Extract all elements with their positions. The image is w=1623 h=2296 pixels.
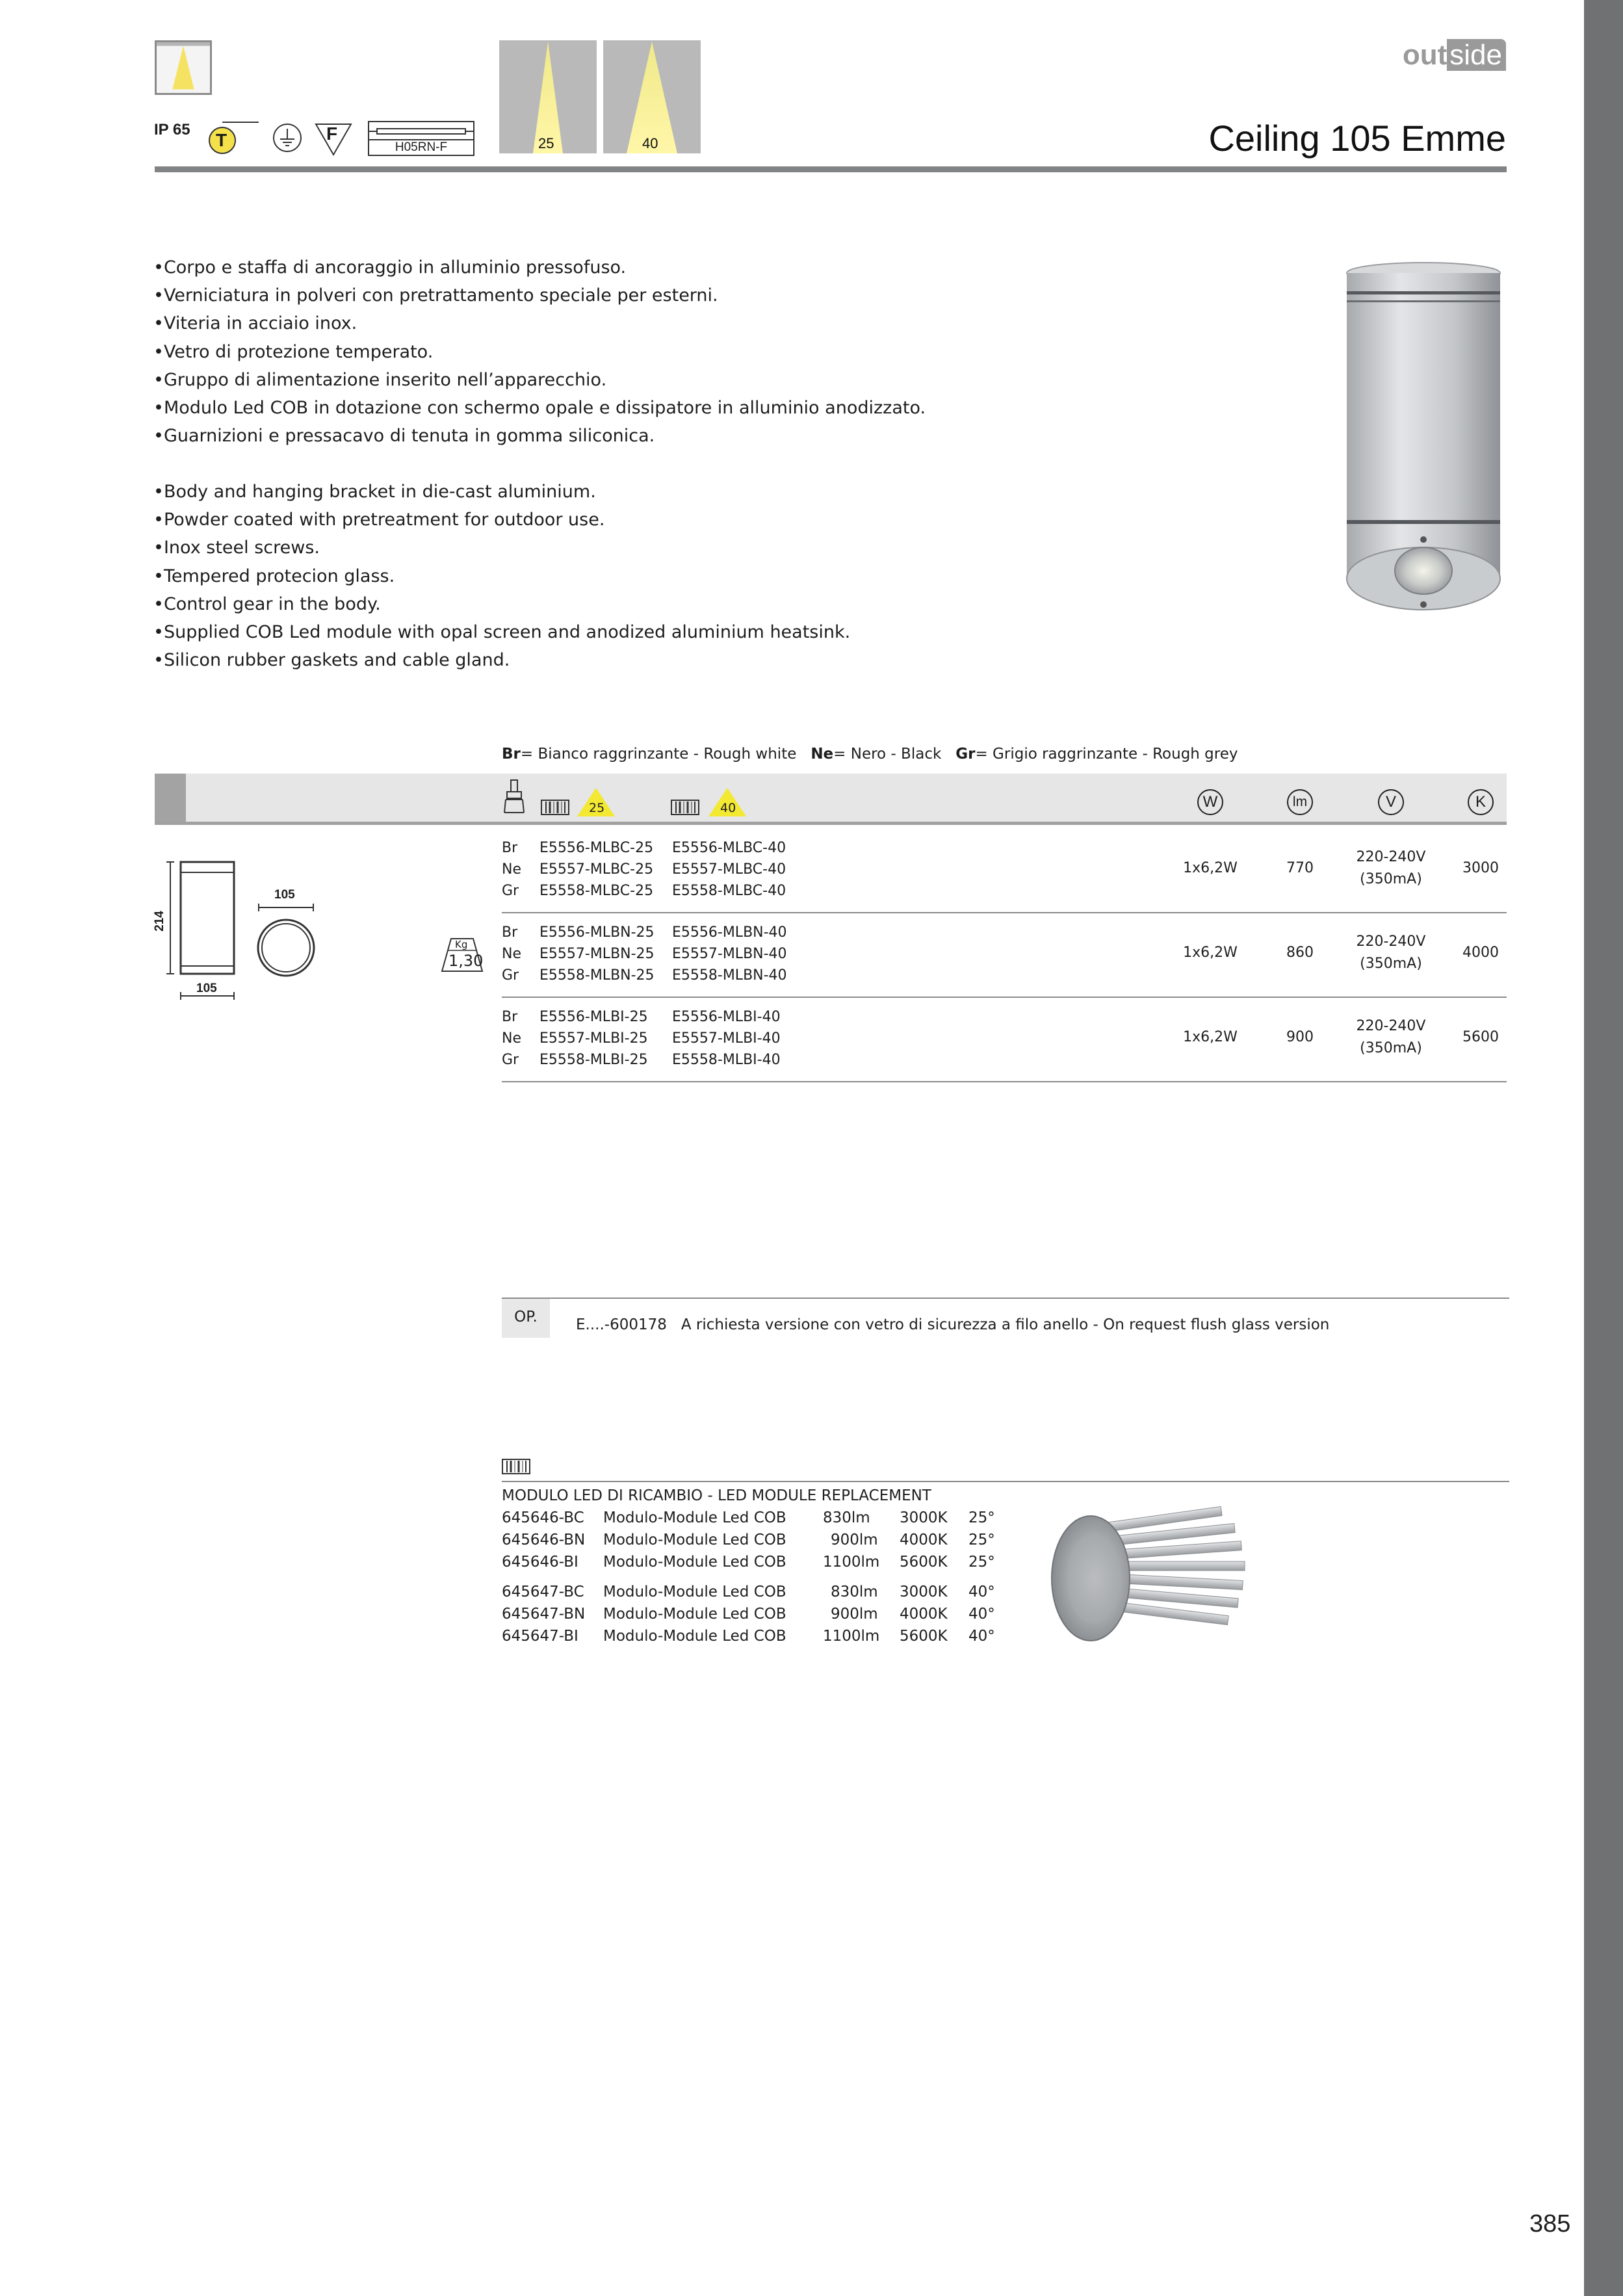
kelvin-icon: K	[1468, 789, 1494, 815]
product-group	[502, 1006, 827, 1071]
module-code: 645646-BN	[502, 1532, 586, 1548]
page-title: Ceiling 105 Emme	[1208, 118, 1506, 159]
module-angle: 40°	[968, 1584, 995, 1600]
finish-code: Br	[502, 924, 518, 941]
cable-label: H05RN-F	[369, 139, 473, 155]
code-25: E5557-MLBC-25	[539, 861, 654, 878]
weight-icon	[439, 936, 485, 974]
table-row	[502, 943, 827, 965]
beam-25-label: 25	[538, 135, 554, 151]
module-description: Modulo-Module Led COB	[603, 1606, 786, 1623]
ceiling-light-icon	[155, 40, 212, 95]
module-code: 645646-BI	[502, 1554, 578, 1571]
code-25: E5556-MLBI-25	[539, 1009, 648, 1025]
module-divider	[502, 1481, 1509, 1482]
module-row	[502, 1584, 1035, 1606]
option-code: E....-600178	[576, 1316, 667, 1333]
feature-en: • Supplied COB Led module with opal screen and anodized aluminium heatsink.	[153, 618, 850, 646]
code-40: E5558-MLBI-40	[672, 1052, 781, 1068]
feature-en: • Tempered protecion glass.	[153, 562, 850, 590]
table-row	[502, 859, 827, 880]
module-kelvin: 5600K	[900, 1554, 948, 1571]
current-value: (350mA)	[1360, 871, 1422, 887]
code-40: E5557-MLBN-40	[672, 946, 787, 962]
watt-icon: W	[1197, 789, 1223, 815]
module-row	[502, 1554, 1035, 1576]
module-angle: 40°	[968, 1628, 995, 1645]
power-value: 1x6,2W	[1183, 1029, 1238, 1045]
code-40: E5556-MLBN-40	[672, 924, 787, 941]
logo-light: side	[1447, 39, 1506, 71]
voltage-value: 220-240V	[1356, 849, 1426, 865]
lumen-value: 860	[1286, 945, 1314, 961]
module-angle: 25°	[968, 1532, 995, 1548]
table-row	[502, 922, 827, 943]
weight-value: 1,30	[448, 952, 484, 970]
module-barcode-icon	[502, 1459, 530, 1474]
module-angle: 25°	[968, 1554, 995, 1571]
power-value: 1x6,2W	[1183, 860, 1238, 876]
technical-drawing	[152, 858, 330, 1001]
feature-en: • Silicon rubber gaskets and cable gland.	[153, 646, 850, 674]
module-description: Modulo-Module Led COB	[603, 1628, 786, 1645]
legend-ne-code: Ne	[811, 746, 834, 763]
table-header-rule	[155, 822, 1507, 825]
module-code: 645647-BN	[502, 1606, 586, 1623]
option-label: OP.	[502, 1299, 550, 1338]
f-symbol: F	[326, 124, 338, 144]
legend-gr-text: = Grigio raggrinzante - Rough grey	[975, 746, 1238, 763]
code-25: E5557-MLBN-25	[539, 946, 655, 962]
volt-icon: V	[1378, 789, 1404, 815]
module-kelvin: 5600K	[900, 1628, 948, 1645]
finish-code: Ne	[502, 1030, 521, 1047]
product-group	[502, 922, 827, 986]
t-rating-icon	[208, 121, 260, 157]
current-value: (350mA)	[1360, 956, 1422, 972]
features-italian	[153, 254, 926, 450]
features-english	[153, 478, 850, 674]
module-angle: 40°	[968, 1606, 995, 1623]
t-symbol: T	[216, 130, 227, 150]
finish-code: Br	[502, 1009, 518, 1025]
module-code: 645646-BC	[502, 1509, 584, 1526]
finish-code: Br	[502, 840, 518, 856]
header-divider	[155, 166, 1507, 172]
drawing-top-width-label: 105	[274, 888, 295, 902]
feature-it: • Corpo e staffa di ancoraggio in alluminio pressofuso.	[153, 254, 926, 281]
beam-25-badge-label: 25	[589, 801, 605, 815]
code-40: E5558-MLBN-40	[672, 967, 787, 984]
beam-40-badge	[707, 787, 747, 818]
finish-code: Ne	[502, 861, 521, 878]
code-40: E5557-MLBI-40	[672, 1030, 781, 1047]
code-25: E5556-MLBN-25	[539, 924, 655, 941]
lumen-value: 900	[1286, 1029, 1314, 1045]
finish-legend	[502, 746, 1238, 763]
feature-en: • Control gear in the body.	[153, 590, 850, 618]
module-description: Modulo-Module Led COB	[603, 1509, 786, 1526]
option-divider	[502, 1298, 1509, 1299]
brand-logo	[1403, 39, 1506, 72]
kelvin-value: 3000	[1462, 860, 1499, 876]
feature-en: • Body and hanging bracket in die-cast aluminium.	[153, 478, 850, 506]
power-value: 1x6,2W	[1183, 945, 1238, 961]
row-divider	[502, 997, 1507, 998]
module-row	[502, 1628, 1035, 1650]
beam-40-icon	[603, 40, 701, 153]
table-row	[502, 1006, 827, 1028]
led-module-photo	[1040, 1502, 1248, 1658]
beam-25-icon	[499, 40, 597, 153]
beam-25-badge	[576, 787, 616, 818]
f-mark-icon	[315, 122, 352, 156]
barcode-40-icon	[671, 800, 699, 815]
kelvin-value: 4000	[1462, 945, 1499, 961]
feature-it: • Viteria in acciaio inox.	[153, 309, 926, 337]
module-code: 645647-BI	[502, 1628, 578, 1645]
row-divider	[502, 1081, 1507, 1082]
code-40: E5556-MLBI-40	[672, 1009, 781, 1025]
beam-40-badge-label: 40	[720, 801, 736, 815]
table-row	[502, 965, 827, 986]
product-photo	[1329, 260, 1518, 624]
lumen-value: 770	[1286, 860, 1314, 876]
option-description: A richiesta versione con vetro di sicurezza a filo anello - On request flush glass version	[681, 1316, 1330, 1333]
ip-rating: IP 65	[154, 121, 190, 138]
feature-it: • Gruppo di alimentazione inserito nell’apparecchio.	[153, 366, 926, 394]
page-number: 385	[1529, 2210, 1571, 2237]
feature-it: • Modulo Led COB in dotazione con schermo opale e dissipatore in alluminio anodizzato.	[153, 394, 926, 422]
module-title: MODULO LED DI RICAMBIO - LED MODULE REPLACEMENT	[502, 1487, 931, 1504]
feature-it: • Vetro di protezione temperato.	[153, 338, 926, 366]
module-lumen: 1100lm	[823, 1628, 880, 1645]
earth-ground-icon	[272, 122, 303, 153]
option-text	[576, 1316, 1329, 1333]
module-row	[502, 1509, 1035, 1532]
code-25: E5557-MLBI-25	[539, 1030, 648, 1047]
lumen-icon: lm	[1287, 789, 1313, 815]
module-angle: 25°	[968, 1509, 995, 1526]
module-code: 645647-BC	[502, 1584, 584, 1600]
product-group	[502, 837, 827, 902]
finish-brush-icon	[502, 779, 528, 815]
module-description: Modulo-Module Led COB	[603, 1554, 786, 1571]
code-25: E5558-MLBN-25	[539, 967, 655, 984]
module-lumen: 900lm	[831, 1606, 878, 1623]
cable-type-icon	[368, 121, 474, 156]
module-description: Modulo-Module Led COB	[603, 1532, 786, 1548]
legend-br-text: = Bianco raggrinzante - Rough white	[520, 746, 797, 763]
code-25: E5556-MLBC-25	[539, 840, 654, 856]
drawing-height-label: 214	[152, 911, 166, 932]
legend-ne-text: = Nero - Black	[833, 746, 942, 763]
module-row	[502, 1606, 1035, 1628]
barcode-25-icon	[541, 800, 569, 815]
module-kelvin: 4000K	[900, 1532, 948, 1548]
code-40: E5556-MLBC-40	[672, 840, 786, 856]
kelvin-value: 5600	[1462, 1029, 1499, 1045]
beam-40-label: 40	[642, 135, 658, 151]
module-kelvin: 4000K	[900, 1606, 948, 1623]
table-row	[502, 880, 827, 902]
module-lumen: 830lm	[831, 1584, 878, 1600]
module-description: Modulo-Module Led COB	[603, 1584, 786, 1600]
feature-en: • Inox steel screws.	[153, 534, 850, 562]
module-kelvin: 3000K	[900, 1584, 948, 1600]
feature-en: • Powder coated with pretreatment for outdoor use.	[153, 506, 850, 534]
code-40: E5557-MLBC-40	[672, 861, 786, 878]
module-lumen: 900lm	[831, 1532, 878, 1548]
table-row	[502, 837, 827, 859]
finish-code: Gr	[502, 883, 519, 899]
module-row	[502, 1532, 1035, 1554]
finish-code: Gr	[502, 1052, 519, 1068]
legend-gr-code: Gr	[955, 746, 976, 763]
weight-unit: Kg	[455, 939, 468, 950]
legend-br-code: Br	[502, 746, 521, 763]
module-lumen: 1100lm	[823, 1554, 880, 1571]
finish-code: Ne	[502, 946, 521, 962]
code-25: E5558-MLBI-25	[539, 1052, 648, 1068]
voltage-value: 220-240V	[1356, 1018, 1426, 1034]
table-header-marker	[155, 774, 186, 822]
voltage-value: 220-240V	[1356, 933, 1426, 950]
page-side-bar	[1584, 0, 1623, 2296]
table-row	[502, 1049, 827, 1071]
module-lumen: 830lm	[823, 1509, 870, 1526]
feature-it: • Verniciatura in polveri con pretrattamento speciale per esterni.	[153, 281, 926, 309]
code-40: E5558-MLBC-40	[672, 883, 786, 899]
module-kelvin: 3000K	[900, 1509, 948, 1526]
current-value: (350mA)	[1360, 1040, 1422, 1056]
table-row	[502, 1028, 827, 1049]
logo-bold: out	[1402, 39, 1448, 71]
row-divider	[502, 912, 1507, 913]
code-25: E5558-MLBC-25	[539, 883, 654, 899]
feature-it: • Guarnizioni e pressacavo di tenuta in gomma siliconica.	[153, 422, 926, 450]
finish-code: Gr	[502, 967, 519, 984]
drawing-side-width-label: 105	[196, 982, 217, 995]
